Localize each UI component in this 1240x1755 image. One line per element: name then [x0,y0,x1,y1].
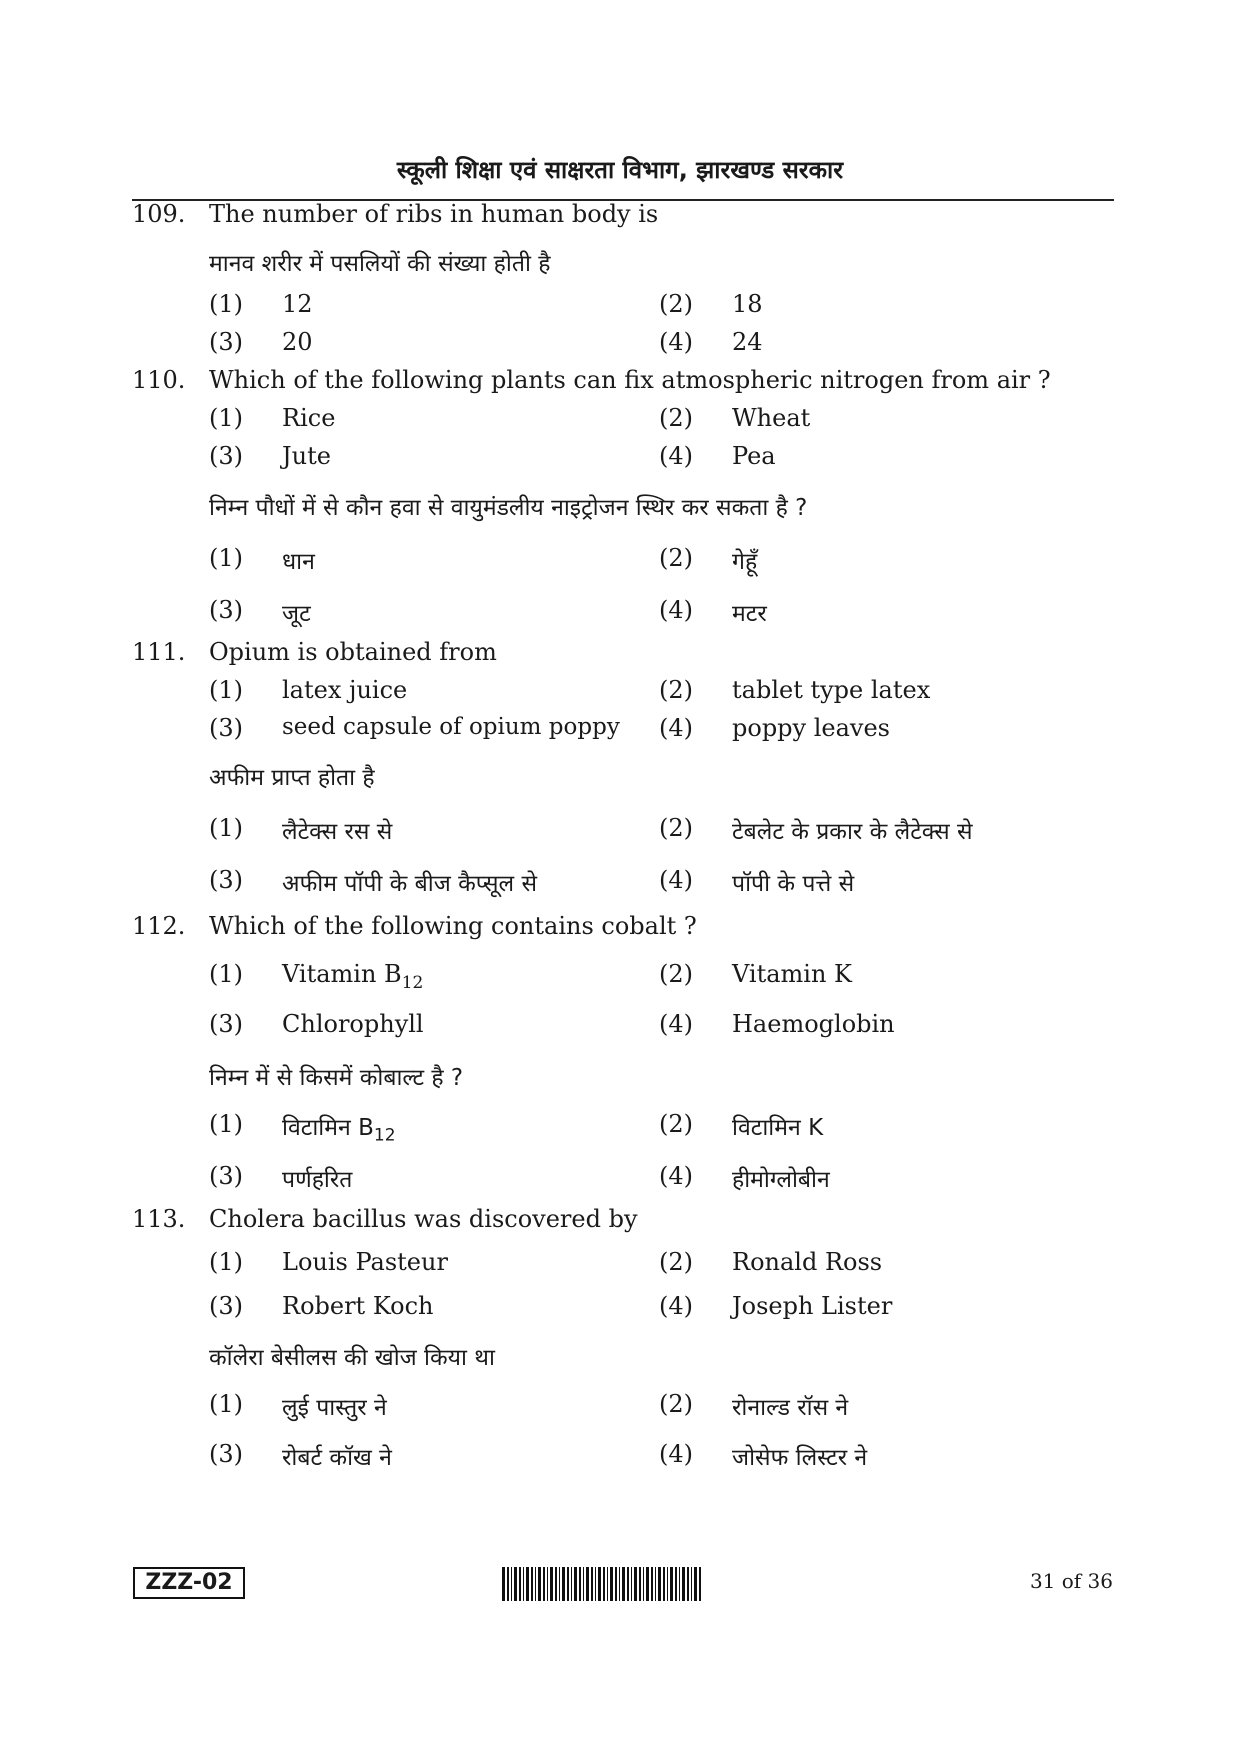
option-text: पॉपी के पत्ते से [732,871,855,897]
option-label: (3) [209,866,243,894]
option-text: मटर [732,601,767,627]
option-label: (4) [659,866,693,894]
option-label: (3) [209,1162,243,1190]
question-text-en: Which of the following plants can fix atmospheric nitrogen from air ? [209,366,1051,394]
option-text: Louis Pasteur [282,1248,448,1276]
option-label: (4) [659,1292,693,1320]
option-text: 20 [282,328,313,356]
option-text: Haemoglobin [732,1010,895,1038]
option-text: Vitamin $B_{12}$ [282,960,424,993]
question-text-hi: अफीम प्राप्त होता है [209,765,375,791]
option-label: (4) [659,714,693,742]
option-text: गेहूँ [732,549,758,575]
option-text: Ronald Ross [732,1248,883,1276]
option-text: विटामिन $B_{12}$ [282,1115,396,1146]
question-text-en: Which of the following contains cobalt ? [209,912,697,940]
option-label: (4) [659,1010,693,1038]
option-text: विटामिन K [732,1115,824,1141]
option-label: (1) [209,1390,243,1418]
option-label: (4) [659,1162,693,1190]
question-number: 110. [132,366,186,394]
option-label: (3) [209,1010,243,1038]
option-label: (2) [659,676,693,704]
option-label: (2) [659,1248,693,1276]
option-text: हीमोग्लोबीन [732,1167,830,1193]
option-text: लैटेक्स रस से [282,819,393,845]
option-label: (1) [209,676,243,704]
option-text: tablet type latex [732,676,931,704]
page-number: 31 of 36 [1029,1569,1113,1593]
option-text: 24 [732,328,763,356]
option-text: Pea [732,442,776,470]
option-label: (3) [209,1440,243,1468]
option-text: रोबर्ट कॉख ने [282,1445,392,1471]
option-text: जोसेफ लिस्टर ने [732,1445,868,1471]
option-text: Jute [282,442,331,470]
question-number: 113. [132,1205,186,1233]
option-text: latex juice [282,676,408,704]
option-text: Rice [282,404,336,432]
option-text: seed capsule of opium poppy [282,714,620,740]
option-text: poppy leaves [732,714,890,742]
option-label: (2) [659,404,693,432]
option-text: Joseph Lister [732,1292,893,1320]
option-text: 18 [732,290,763,318]
question-text-hi: मानव शरीर में पसलियों की संख्या होती है [209,251,551,277]
option-label: (1) [209,290,243,318]
option-label: (1) [209,404,243,432]
option-label: (1) [209,814,243,842]
question-number: 109. [132,200,186,228]
barcode-icon [502,1567,702,1601]
option-label: (2) [659,1110,693,1138]
question-text-en: Cholera bacillus was discovered by [209,1205,638,1233]
option-text: रोनाल्ड रॉस ने [732,1395,849,1421]
subscript: 12 [401,972,424,993]
option-label: (1) [209,960,243,988]
option-label: (3) [209,596,243,624]
option-text: धान [282,549,315,575]
page-header: स्कूली शिक्षा एवं साक्षरता विभाग, झारखण्ड सरकार [396,156,844,184]
option-label: (1) [209,1110,243,1138]
option-text: Vitamin K [732,960,852,988]
option-label: (2) [659,290,693,318]
option-text: Chlorophyll [282,1010,424,1038]
option-label: (2) [659,1390,693,1418]
option-text: Robert Koch [282,1292,434,1320]
question-text-en: The number of ribs in human body is [209,200,659,228]
option-text: अफीम पॉपी के बीज कैप्सूल से [282,871,538,897]
option-label: (3) [209,328,243,356]
option-text: 12 [282,290,313,318]
option-label: (4) [659,442,693,470]
option-label: (2) [659,544,693,572]
option-label: (2) [659,960,693,988]
booklet-code-box: ZZZ-02 [133,1567,245,1599]
question-text-hi: कॉलेरा बेसीलस की खोज किया था [209,1345,495,1371]
option-text: जूट [282,601,311,627]
option-text: Wheat [732,404,811,432]
option-label: (3) [209,714,243,742]
subscript: 12 [373,1125,396,1146]
option-label: (4) [659,328,693,356]
option-label: (4) [659,596,693,624]
question-number: 111. [132,638,186,666]
option-label: (3) [209,442,243,470]
option-text: टेबलेट के प्रकार के लैटेक्स से [732,819,973,845]
question-number: 112. [132,912,186,940]
option-label: (4) [659,1440,693,1468]
option-text: लुई पास्तुर ने [282,1395,387,1421]
option-label: (1) [209,1248,243,1276]
question-text-hi: निम्न में से किसमें कोबाल्ट है ? [209,1065,464,1091]
option-label: (2) [659,814,693,842]
question-text-en: Opium is obtained from [209,638,497,666]
option-text: पर्णहरित [282,1167,353,1193]
option-label: (1) [209,544,243,572]
question-text-hi: निम्न पौधों में से कौन हवा से वायुमंडलीय नाइट्रोजन स्थिर कर सकता है ? [209,495,808,521]
option-label: (3) [209,1292,243,1320]
